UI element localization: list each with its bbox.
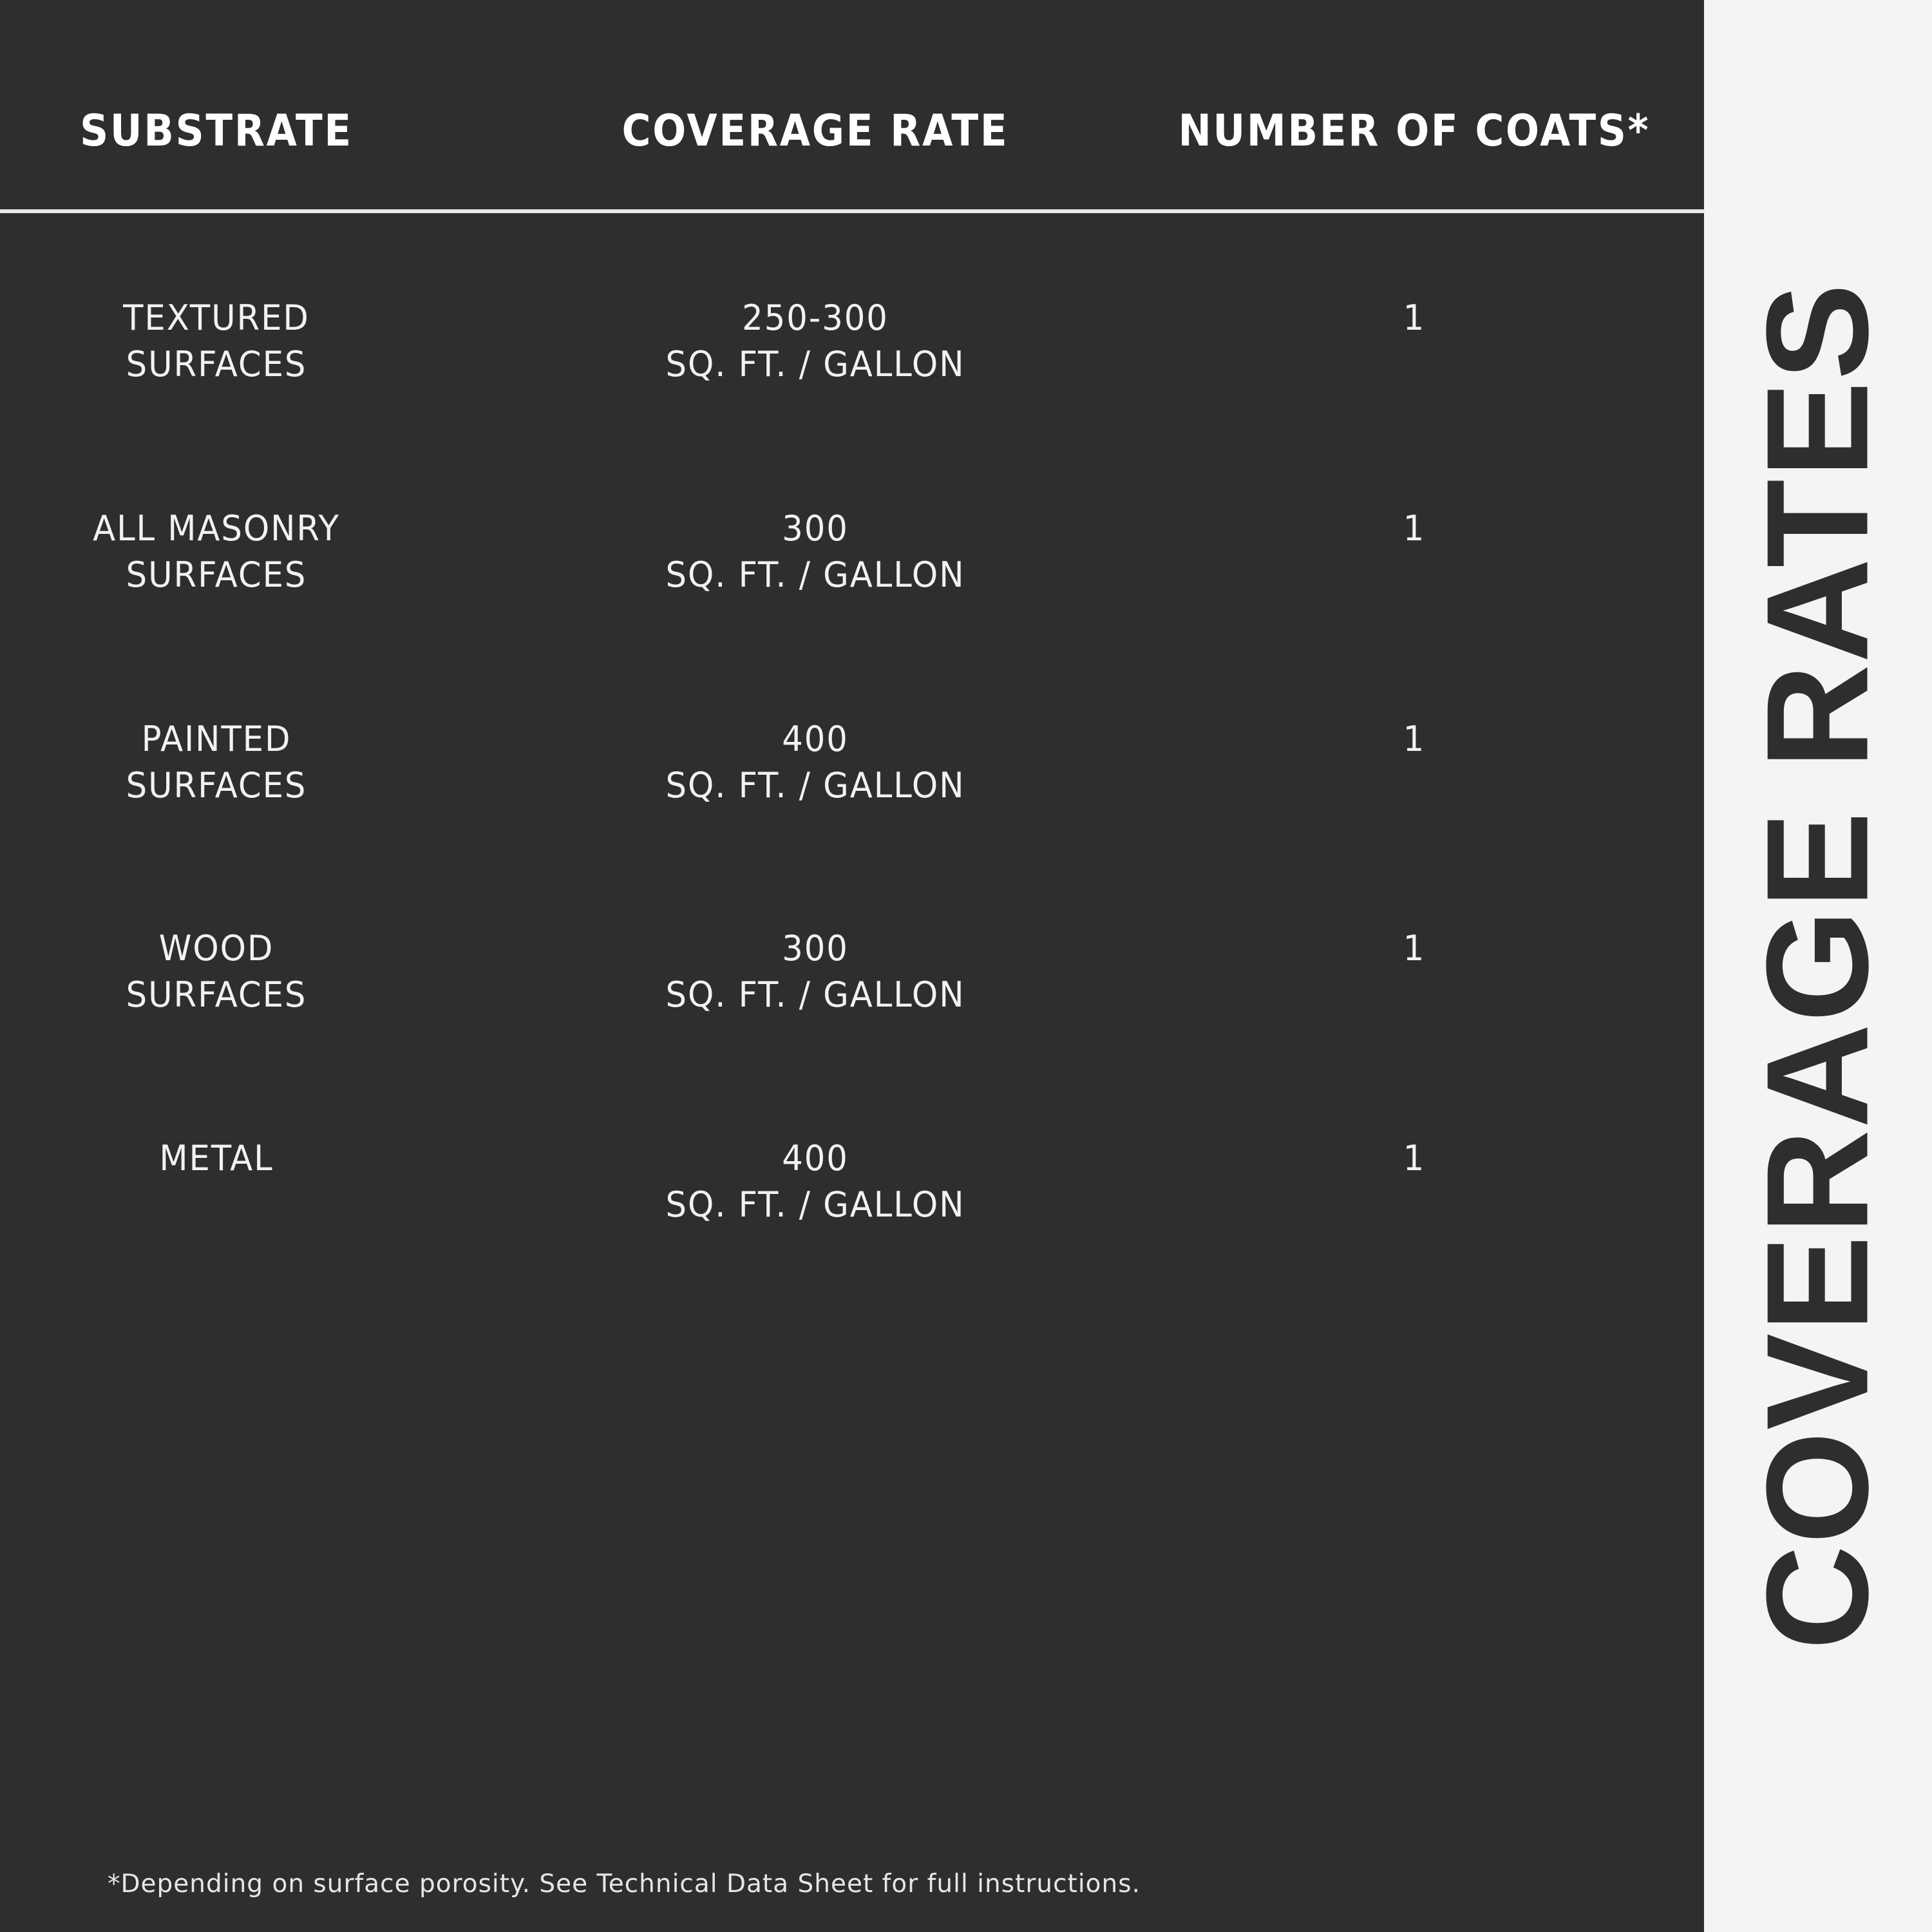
table-row-substrate: WOOD SURFACES — [126, 928, 307, 1015]
table-row-substrate: METAL — [159, 1138, 274, 1179]
table-row-coats: 1 — [1403, 298, 1426, 338]
table-row-substrate: PAINTED SURFACES — [126, 719, 307, 806]
header-substrate: SUBSTRATE — [80, 106, 353, 156]
table-row-coverage: 400 SQ. FT. / GALLON — [665, 1138, 965, 1225]
table-row-substrate: TEXTURED SURFACES — [123, 298, 310, 384]
footnote: *Depending on surface porosity. See Technical Data Sheet for full instructions. — [108, 1870, 1141, 1899]
table-row-coverage: 400 SQ. FT. / GALLON — [665, 719, 965, 806]
side-title: COVERAGE RATES — [1736, 281, 1899, 1651]
table-row-coverage: 300 SQ. FT. / GALLON — [665, 508, 965, 595]
table-row-coats: 1 — [1403, 508, 1426, 549]
header-number-of-coats: NUMBER OF COATS* — [1178, 106, 1651, 156]
table-row-coats: 1 — [1403, 719, 1426, 759]
table-row-coverage: 300 SQ. FT. / GALLON — [665, 928, 965, 1015]
header-coverage-rate: COVERAGE RATE — [621, 106, 1009, 156]
header-divider — [0, 209, 1732, 213]
table-row-coats: 1 — [1403, 1138, 1426, 1179]
table-row-coverage: 250-300 SQ. FT. / GALLON — [665, 298, 965, 384]
table-row-coats: 1 — [1403, 928, 1426, 969]
table-row-substrate: ALL MASONRY SURFACES — [93, 508, 340, 595]
